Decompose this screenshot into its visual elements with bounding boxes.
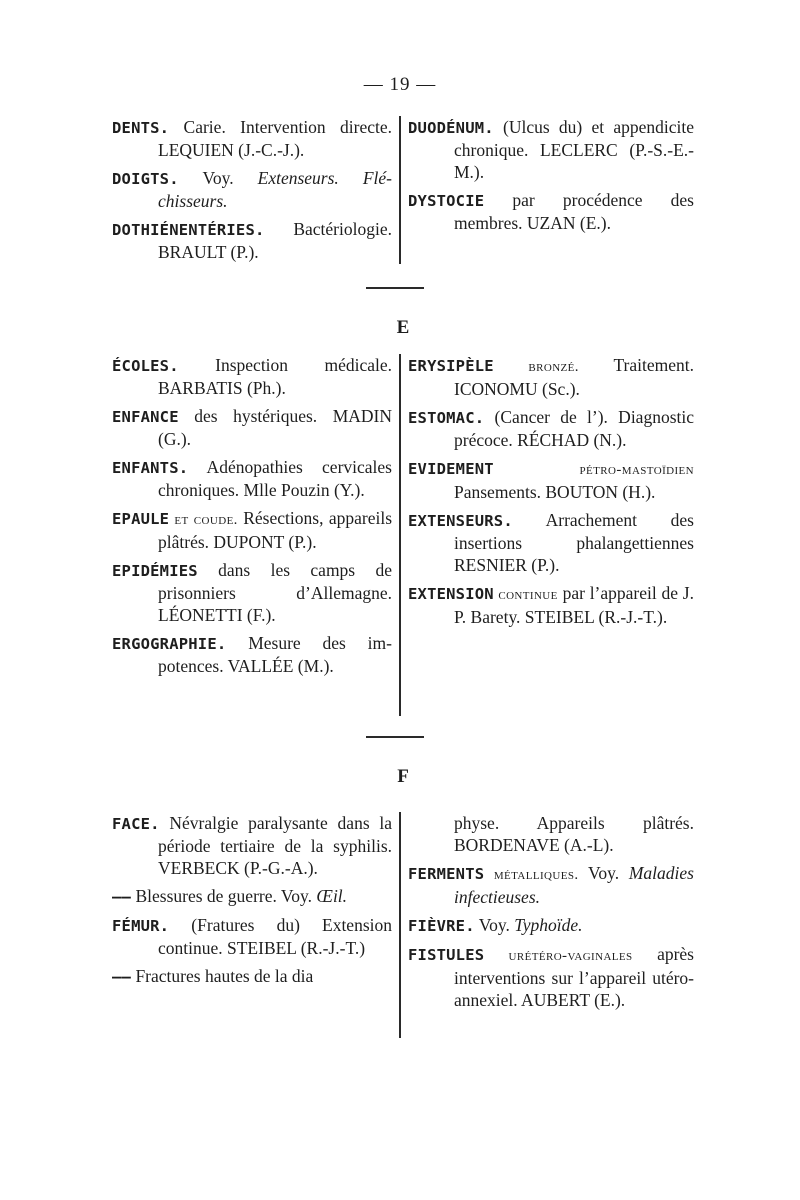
index-entry [112,632,392,677]
index-entry [408,457,694,503]
entry-text: Voy. [474,915,515,935]
entry-text: physe. Appareils plâtrés. BORDENAVE (A.-L). [454,813,694,855]
entry-qualifier: et coude. [169,512,238,528]
column-divider [399,812,401,1038]
entry-crossref: Typhoïde. [514,915,583,935]
entry-text: (Ulcus du) et appendicite chronique. LECLERC (P.-S.-E.-M.). [454,117,694,182]
section-separator [366,736,424,738]
entry-qualifier: urétéro-vaginales [484,948,633,964]
entry-heading: ENFANTS. [112,459,189,477]
index-entry [408,406,694,451]
section-letter-e: E [396,317,410,338]
section-d [112,116,692,266]
entry-heading: DOTHIÉNENTÉRIES. [112,221,265,239]
index-entry [112,354,392,399]
entry-text: Résections, appareils plâtrés. DUPONT (P.). [158,508,393,552]
entry-heading: FÉMUR. [112,917,170,935]
entry-text: Arrachement des insertions phalangettiennes RESNIER (P.). [454,510,694,575]
section-separator [366,287,424,289]
entry-heading: —— [112,968,132,986]
index-entry [408,943,694,1011]
entry-heading: DENTS. [112,119,170,137]
column-right [408,354,694,634]
entry-heading: FIÈVRE. [408,917,475,935]
entry-text: Blessures de guerre. Voy. [131,886,317,906]
index-entry [112,116,392,161]
entry-heading: EXTENSION [408,585,494,603]
entry-text: Mesure des impotences. VALLÉE (M.). [158,633,392,676]
index-entry [112,559,392,626]
entry-heading: FISTULES [408,946,485,964]
column-right [408,812,694,1017]
column-left [112,354,392,683]
entry-heading: FACE. [112,815,160,833]
entry-heading: ERYSIPÈLE [408,357,494,375]
entry-qualifier: bronzé. [493,359,579,375]
index-entry [112,914,392,959]
column-left [112,812,392,994]
index-entry [408,914,694,937]
entry-heading: EPIDÉMIES [112,562,198,580]
entry-heading: —— [112,888,132,906]
index-entry [408,116,694,183]
entry-heading: EPAULE [112,510,170,528]
entry-text: Voy. [178,168,258,188]
index-entry [408,582,694,628]
entry-heading: ÉCOLES. [112,357,179,375]
entry-qualifier: métalliques. [484,867,579,883]
entry-text: par l’appareil de J. P. Barety. STEIBEL (R.-J.-T.). [454,583,694,627]
entry-text: par procédence des membres. UZAN (E.). [454,190,694,233]
index-entry [112,507,392,553]
entry-text: Pansements. BOUTON (H.). [454,482,656,502]
entry-text: (Fratures du) Extension continue. STEIBEL (R.-J.-T.) [158,915,392,958]
index-entry [408,354,694,400]
column-left [112,116,392,269]
index-entry [112,885,392,908]
index-entry [112,405,392,450]
entry-text: Névralgie paralysante dans la période tertiaire de la syphilis. VERBECK (P.-G.-A.). [158,813,392,878]
entry-crossref: Extenseurs. Fléchisseurs. [158,168,392,211]
index-entry [408,812,694,856]
entry-heading: ESTOMAC. [408,409,485,427]
index-entry [408,189,694,234]
entry-text: Voy. [578,863,629,883]
entry-text: Bactériologie. BRAULT (P.). [158,219,392,262]
entry-heading: FERMENTS [408,865,485,883]
entry-heading: DOIGTS. [112,170,179,188]
index-entry [112,456,392,501]
entry-heading: DUODÉNUM. [408,119,494,137]
index-entry [408,509,694,576]
entry-heading: ENFANCE [112,408,179,426]
entry-heading: EVIDEMENT [408,460,494,478]
section-letter-f: F [397,766,409,787]
entry-crossref: Œil. [316,886,348,906]
index-entry [408,862,694,908]
index-entry [112,812,392,879]
entry-text: après interventions sur l’appareil utéro-annexiel. AUBERT (E.). [454,944,694,1010]
index-entry [112,167,392,212]
entry-heading: ERGOGRAPHIE. [112,635,227,653]
entry-text: dans les camps de prisonniers d’Allemagne. LÉONETTI (F.). [158,560,392,625]
column-right [408,116,694,240]
entry-text: (Cancer de l’). Diagnostic précoce. RÉCHAD (N.). [454,407,694,450]
column-divider [399,116,401,264]
section-f [112,812,692,1047]
entry-text: Inspection médicale. BARBATIS (Ph.). [158,355,392,398]
entry-crossref: Maladies infectieuses. [454,863,694,907]
entry-qualifier: pétro-mastoïdien [493,462,694,478]
index-entry [112,965,392,988]
entry-heading: DYSTOCIE [408,192,485,210]
entry-text: Adénopathies cervicales chroniques. Mlle Pouzin (Y.). [158,457,392,500]
entry-text: Fractures hautes de la dia [131,966,314,986]
page-number: — 19 — [363,74,437,95]
entry-qualifier: continue [493,587,558,603]
entry-text: Traitement. ICONOMU (Sc.). [454,355,694,399]
entry-heading: EXTENSEURS. [408,512,513,530]
index-entry [112,218,392,263]
section-e [112,354,692,724]
entry-text: Carie. Intervention directe. LEQUIEN (J.-C.-J.). [158,117,392,160]
entry-text: des hystériques. MADIN (G.). [158,406,392,449]
column-divider [399,354,401,716]
